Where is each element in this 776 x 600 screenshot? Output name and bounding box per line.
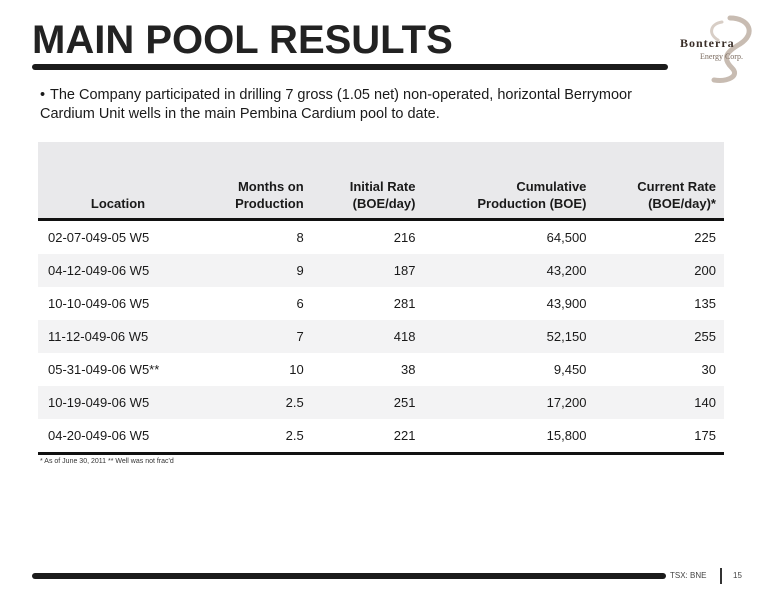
page-number: 15 xyxy=(733,571,742,580)
logo-name: Bonterra xyxy=(680,36,735,50)
results-table xyxy=(38,142,724,455)
cell-initial-rate: 251 xyxy=(312,386,424,419)
cell-initial-rate: 221 xyxy=(393,428,416,443)
table-row xyxy=(38,320,724,353)
footer-bar xyxy=(32,573,666,579)
table-row xyxy=(38,287,724,320)
cell-current-rate: 225 xyxy=(694,230,716,245)
table-row xyxy=(38,254,724,287)
cell-location: 10-19-049-06 W5 xyxy=(38,386,196,419)
cell-months: 9 xyxy=(196,254,312,287)
slide-title: MAIN POOL RESULTS xyxy=(32,18,453,62)
cell-cumulative: 15,800 xyxy=(546,428,587,443)
cell-cumulative: 9,450 xyxy=(553,362,587,377)
logo-subtitle: Energy Corp. xyxy=(700,52,743,61)
cell-current-rate: 175 xyxy=(694,428,716,443)
table-footnote: * As of June 30, 2011 ** Well was not frac'd xyxy=(40,458,174,465)
cell-cumulative: 52,150 xyxy=(423,320,594,353)
header-months: Months on Production xyxy=(196,142,312,220)
bullet-text: The Company participated in drilling 7 gross (1.05 net) non-operated, horizontal Berrymoor Cardium Unit wells in the main Pembina Cardium pool to date. xyxy=(40,87,632,122)
cell-cumulative: 64,500 xyxy=(546,230,587,245)
cell-location: 10-10-049-06 W5 xyxy=(48,296,150,311)
header-initial-rate: Initial Rate (BOE/day) xyxy=(312,142,424,220)
cell-initial-rate: 216 xyxy=(393,230,416,245)
cell-cumulative: 43,200 xyxy=(423,254,594,287)
cell-location: 11-12-049-06 W5 xyxy=(38,320,196,353)
cell-months: 6 xyxy=(296,296,304,311)
header-cumulative: Cumulative Production (BOE) xyxy=(423,142,594,220)
cell-months: 10 xyxy=(289,362,304,377)
title-underline-bar xyxy=(32,64,668,70)
cell-current-rate: 135 xyxy=(694,296,716,311)
company-logo xyxy=(670,14,762,84)
table-header-row xyxy=(38,142,724,220)
cell-months: 2.5 xyxy=(285,428,304,443)
cell-current-rate: 140 xyxy=(594,386,724,419)
cell-current-rate: 255 xyxy=(594,320,724,353)
cell-months: 8 xyxy=(296,230,304,245)
table-row xyxy=(38,419,724,454)
table-row xyxy=(38,386,724,419)
bullet-mark: • xyxy=(40,87,46,103)
cell-months: 7 xyxy=(196,320,312,353)
cell-initial-rate: 281 xyxy=(393,296,416,311)
cell-initial-rate: 38 xyxy=(400,362,416,377)
cell-initial-rate: 418 xyxy=(312,320,424,353)
cell-current-rate: 200 xyxy=(594,254,724,287)
ticker-symbol: TSX: BNE xyxy=(670,571,707,580)
bullet-point xyxy=(40,86,680,124)
cell-cumulative: 43,900 xyxy=(546,296,587,311)
cell-current-rate: 30 xyxy=(701,362,716,377)
table-row xyxy=(38,220,724,255)
footer-separator xyxy=(720,568,722,584)
cell-location: 04-12-049-06 W5 xyxy=(38,254,196,287)
cell-location: 02-07-049-05 W5 xyxy=(48,230,150,245)
cell-location: 04-20-049-06 W5 xyxy=(48,428,150,443)
results-table-container xyxy=(38,142,724,455)
header-current-rate: Current Rate (BOE/day)* xyxy=(594,142,724,220)
cell-location: 05-31-049-06 W5** xyxy=(48,362,160,377)
table-row xyxy=(38,353,724,386)
cell-initial-rate: 187 xyxy=(312,254,424,287)
cell-months: 2.5 xyxy=(196,386,312,419)
header-location: Location xyxy=(38,142,196,220)
cell-cumulative: 17,200 xyxy=(423,386,594,419)
